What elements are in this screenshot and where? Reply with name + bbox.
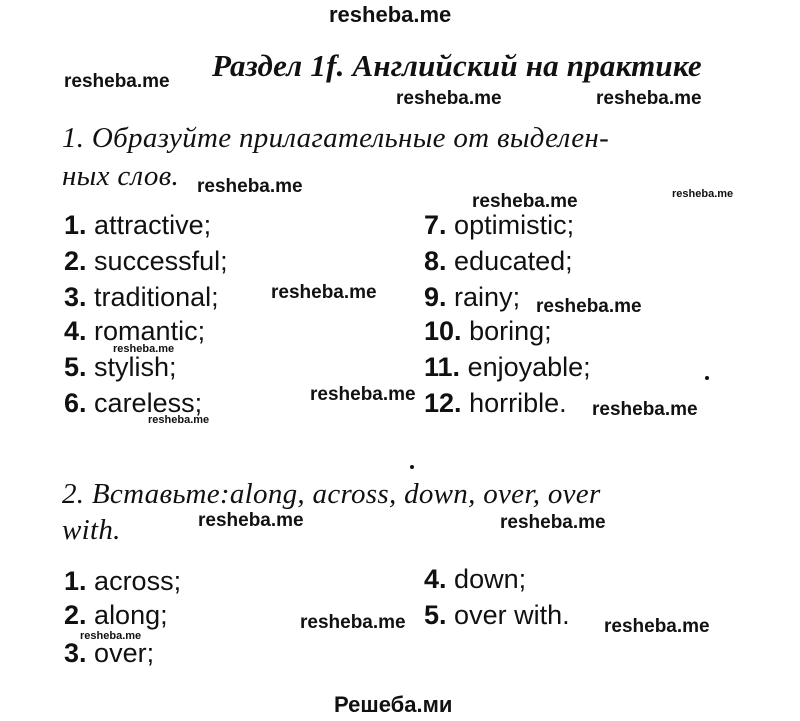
task2-item	[64, 568, 181, 595]
watermark: resheba.me	[148, 414, 210, 426]
item-text: successful;	[94, 246, 228, 276]
footer-text: Решеба.ми	[334, 692, 453, 717]
item-text: over;	[94, 638, 155, 668]
task2-prompt-line1: 2. Вставьте:along, across, down, over, over	[62, 478, 601, 510]
item-number: 3.	[64, 638, 87, 668]
watermark-top: resheba.me	[329, 2, 452, 27]
item-number: 8.	[424, 246, 447, 276]
item-text: rainy;	[454, 282, 521, 312]
task1-item	[424, 354, 591, 381]
watermark: resheba.me	[500, 512, 606, 533]
watermark: resheba.me	[536, 296, 642, 317]
item-text: across;	[94, 566, 182, 596]
watermark: resheba.me	[271, 282, 377, 303]
item-number: 7.	[424, 210, 447, 240]
watermark: resheba.me	[596, 88, 702, 109]
item-number: 4.	[64, 316, 87, 346]
item-number: 5.	[424, 600, 447, 630]
item-number: 5.	[64, 352, 87, 382]
item-text: optimistic;	[454, 210, 575, 240]
watermark: resheba.me	[198, 510, 304, 531]
task1-prompt-line2: ных слов.	[62, 160, 180, 192]
item-text: enjoyable;	[467, 352, 591, 382]
item-number: 3.	[64, 282, 87, 312]
watermark: resheba.me	[472, 191, 578, 212]
task1-prompt-line1: 1. Образуйте прилагательные от выделен-	[62, 122, 610, 154]
task1-item	[424, 318, 552, 345]
watermark: resheba.me	[672, 188, 734, 200]
item-text: romantic;	[94, 316, 206, 346]
watermark: resheba.me	[310, 384, 416, 405]
task2-item	[424, 566, 526, 593]
task1-item	[64, 284, 219, 311]
item-number: 11.	[424, 352, 461, 382]
task1-item	[64, 248, 228, 275]
item-text: over with.	[454, 600, 570, 630]
item-number: 6.	[64, 388, 87, 418]
task1-item	[424, 248, 573, 275]
item-text: along;	[94, 600, 168, 630]
task1-item	[64, 354, 177, 381]
item-text: down;	[454, 564, 527, 594]
task1-item	[424, 390, 567, 417]
task1-item	[424, 284, 520, 311]
item-text: boring;	[469, 316, 552, 346]
item-text: educated;	[454, 246, 573, 276]
item-text: traditional;	[94, 282, 219, 312]
watermark: resheba.me	[80, 630, 142, 642]
watermark: resheba.me	[300, 612, 406, 633]
task2-prompt-line2: with.	[62, 514, 121, 546]
item-number: 9.	[424, 282, 447, 312]
item-number: 4.	[424, 564, 447, 594]
item-number: 2.	[64, 246, 87, 276]
stray-dot	[705, 376, 709, 380]
item-number: 10.	[424, 316, 462, 346]
item-text: attractive;	[94, 210, 212, 240]
task1-item	[424, 212, 574, 239]
item-text: careless;	[94, 388, 203, 418]
item-text: horrible.	[469, 388, 567, 418]
watermark: resheba.me	[592, 399, 698, 420]
item-number: 1.	[64, 210, 87, 240]
section-title: Раздел 1f. Английский на практике	[212, 48, 702, 83]
watermark: resheba.me	[113, 343, 175, 355]
watermark: resheba.me	[197, 176, 303, 197]
watermark: resheba.me	[64, 71, 170, 92]
task1-item	[64, 390, 202, 417]
item-number: 2.	[64, 600, 87, 630]
stray-dot	[410, 465, 414, 469]
task1-item	[64, 318, 205, 345]
watermark: resheba.me	[604, 616, 710, 637]
task1-item	[64, 212, 211, 239]
task2-item	[64, 640, 154, 667]
task2-item	[64, 602, 168, 629]
watermark: resheba.me	[396, 88, 502, 109]
task2-item	[424, 602, 570, 629]
item-number: 12.	[424, 388, 462, 418]
item-number: 1.	[64, 566, 87, 596]
item-text: stylish;	[94, 352, 177, 382]
